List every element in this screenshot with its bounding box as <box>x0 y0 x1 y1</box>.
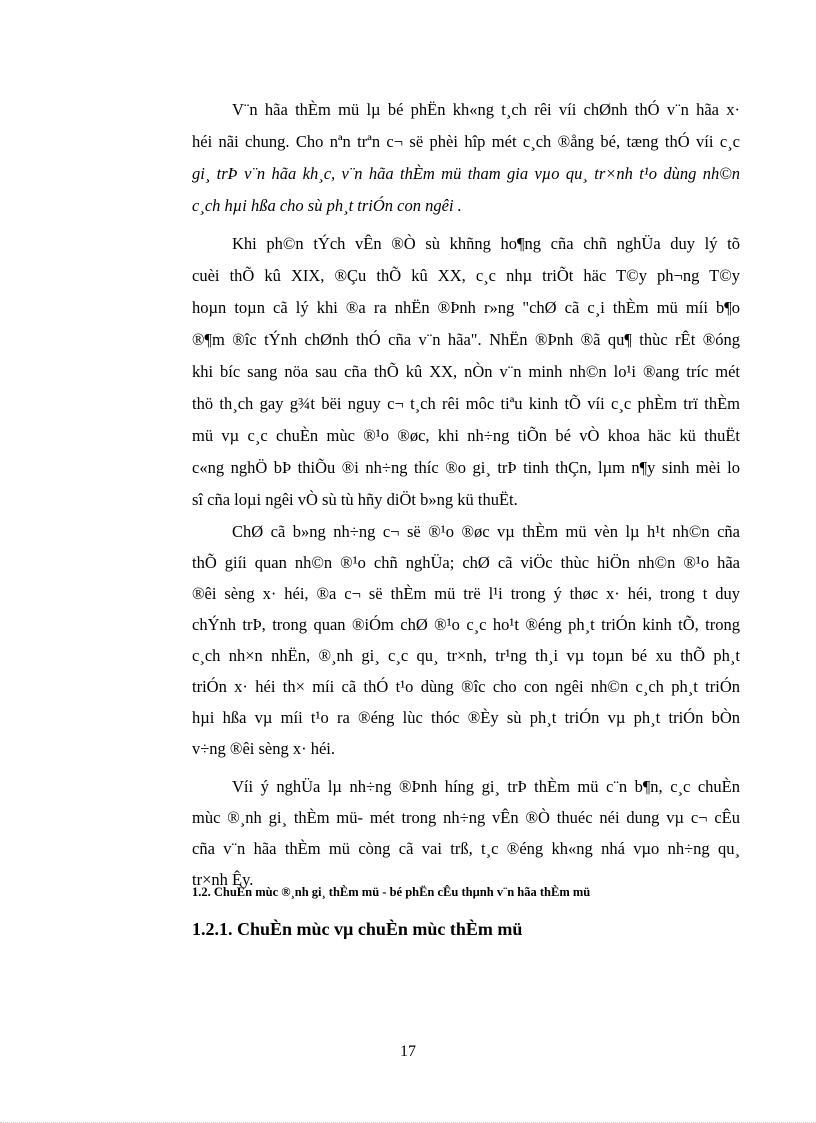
paragraph-line: khi bíc sang nöa sau cña thÕ kû XX, nÒn v¨n minh nh©n lo¹i ®ang tríc mét <box>192 362 740 381</box>
paragraph-line: thö th¸ch gay g¾t bëi nguy c¬ t¸ch rêi môc tiªu kinh tÕ víi c¸c phÈm trï thÈm <box>192 394 740 413</box>
page-number: 17 <box>400 1043 416 1060</box>
paragraph-line: mü vµ c¸c chuÈn mùc ®¹o ®øc, khi nh÷ng tiÕn bé vÒ khoa häc kü thuËt <box>192 426 740 445</box>
paragraph-line: c¸ch nh×n nhËn, ®¸nh gi¸ c¸c qu¸ tr×nh, tr¹ng th¸i vµ toµn bé xu thÕ ph¸t <box>192 646 740 665</box>
paragraph-line: c¸ch hµi hßa cho sù ph¸t triÓn con ngêi . <box>192 196 462 215</box>
paragraph-line: ®êi sèng x· héi, ®a c¬ së thÈm mü trë l¹i trong ý thøc x· héi, trong t duy <box>192 584 740 603</box>
paragraph-line: triÓn x· héi th× míi cã thÓ t¹o dùng ®îc cho con ngêi nh©n c¸ch ph¸t triÓn <box>192 677 740 696</box>
paragraph-line: ChØ cã b»ng nh÷ng c¬ së ®¹o ®øc vµ thÈm mü vèn lµ h¹t nh©n cña <box>232 522 740 541</box>
paragraph-line: thÕ giíi quan nh©n ®¹o chñ nghÜa; chØ cã viÖc thùc hiÖn nh©n ®¹o hãa <box>192 553 740 572</box>
paragraph-line: V¨n hãa thÈm mü lµ bé phËn kh«ng t¸ch rêi víi chØnh thÓ v¨n hãa x· <box>232 100 740 119</box>
paragraph-line: sî cña loµi ngêi vÒ sù tù hñy diÖt b»ng kü thuËt. <box>192 490 518 509</box>
paragraph-line: v÷ng ®êi sèng x· héi. <box>192 739 336 758</box>
paragraph-line: gi¸ trÞ v¨n hãa kh¸c, v¨n hãa thÈm mü tham gia vµo qu¸ tr×nh t¹o dùng nh©n <box>192 164 740 183</box>
paragraph-line: héi nãi chung. Cho nªn trªn c¬ së phèi hîp mét c¸ch ®ång bé, tæng thÓ víi c¸c <box>192 132 740 151</box>
paragraph-line: ®¶m ®îc tÝnh chØnh thÓ cña v¨n hãa". NhËn ®Þnh ®ã qu¶ thùc rÊt ®óng <box>192 330 740 349</box>
paragraph-line: Khi ph©n tÝch vÊn ®Ò sù khñng ho¶ng cña chñ nghÜa duy lý tõ <box>232 234 740 253</box>
paragraph-line: mùc ®¸nh gi¸ thÈm mü- mét trong nh÷ng vÊn ®Ò thuéc néi dung vµ c¬ cÊu <box>192 808 740 827</box>
paragraph-line: c«ng nghÖ bÞ thiÕu ®i nh÷ng thíc ®o gi¸ trÞ tinh thÇn, lµm n¶y sinh mèi lo <box>192 458 740 477</box>
paragraph-line: cuèi thÕ kû XIX, ®Çu thÕ kû XX, c¸c nhµ triÕt häc T©y ph¬ng T©y <box>192 266 740 285</box>
paragraph-line: chÝnh trÞ, trong quan ®iÓm chØ ®¹o c¸c ho¹t ®éng ph¸t triÓn kinh tÕ, trong <box>192 615 740 634</box>
paragraph-line: hoµn toµn cã lý khi ®a ra nhËn ®Þnh r»ng "chØ cã c¸i thÈm mü míi b¶o <box>192 298 740 317</box>
paragraph-line: Víi ý nghÜa lµ nh÷ng ®Þnh híng gi¸ trÞ thÈm mü c¨n b¶n, c¸c chuÈn <box>232 777 740 796</box>
paragraph-line: hµi hßa vµ míi t¹o ra ®éng lùc thóc ®Èy sù ph¸t triÓn vµ ph¸t triÓn bÒn <box>192 708 740 727</box>
paragraph-line: cña v¨n hãa thÈm mü còng cã vai trß, t¸c ®éng kh«ng nhá vµo nh÷ng qu¸ <box>192 839 740 858</box>
section-heading: 1.2.1. ChuÈn mùc vµ chuÈn mùc thÈm mü <box>192 919 523 939</box>
paragraph-line: tr×nh Êy. <box>192 870 254 889</box>
section-subheading: 1.2. ChuÈn mùc ®¸nh gi¸ thÈm mü - bé phËn cÊu thµnh v¨n hãa thÈm mü <box>192 885 591 899</box>
